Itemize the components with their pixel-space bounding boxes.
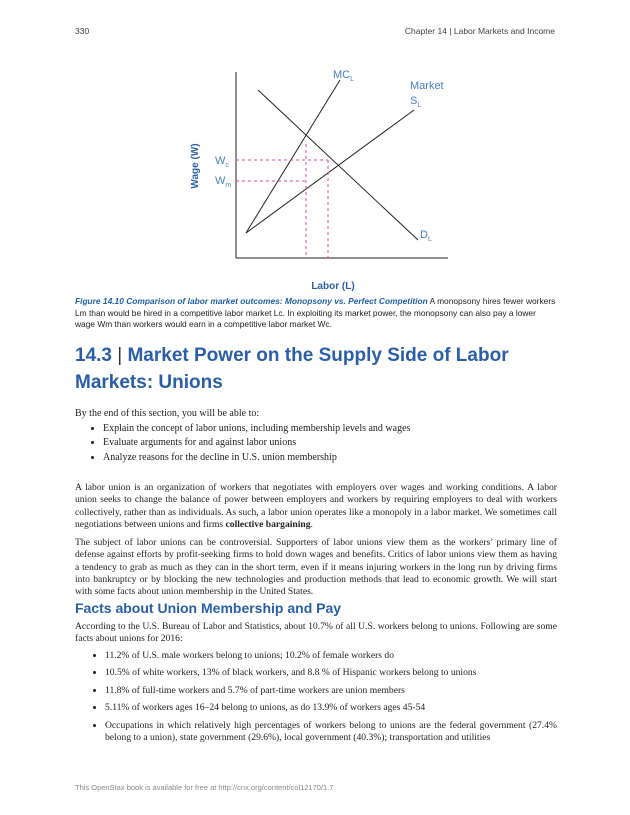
figure-caption [75, 296, 557, 331]
wc-label: $W_c$ [215, 155, 229, 169]
fact-item: • 5.11% of workers ages 16–24 belong to unions, as do 13.9% of workers ages 45-54 [105, 702, 557, 714]
paragraph-bls: According to the U.S. Bureau of Labor and Statistics, about 10.7% of all U.S. workers belong to unions. Following are some facts about unions for 2016: [75, 621, 557, 645]
mc-label: $MC_L$ [333, 69, 355, 83]
objective-item: • Analyze reasons for the decline in U.S. union membership [103, 451, 557, 466]
paragraph-labor-union [75, 482, 557, 531]
page-number: 330 [75, 26, 90, 36]
demand-label: $D_L$ [420, 229, 432, 243]
x-axis-label: Labor (L) [311, 281, 355, 292]
paragraph-controversy: The subject of labor unions can be controversial. Supporters of labor unions view them as the workers’ primary line of defense against efforts by profit-seeking firms to hold down wages and benefits. Critics of labor unions view them as having a tendency to grab as much as they can in the short term, even if it means injuring workers in the long run by driving firms into bankruptcy or by blocking the new technologies and production methods that lead to economic growth. We will start with some facts about union membership in the United States. [75, 537, 557, 598]
section-separator: | [111, 345, 128, 366]
y-axis-label: Wage (W) [190, 143, 201, 189]
section-title [75, 342, 565, 396]
figure-caption-label: Figure 14.10 Comparison of labor market outcomes: Monopsony vs. Perfect Competition [75, 296, 428, 306]
wm-label: $W_m$ [215, 175, 232, 189]
fact-item: • Occupations in which relatively high percentages of workers belong to unions are the federal government (27.4% belong to a union), state government (29.6%), local government (40.3%); transportation and utilities [105, 720, 557, 745]
objective-item: • Evaluate arguments for and against labor unions [103, 436, 557, 451]
learning-objectives [75, 407, 557, 465]
market-label: Market [410, 80, 444, 92]
fact-item: • 11.8% of full-time workers and 5.7% of part-time workers are union members [105, 685, 557, 697]
paragraph-end: . [310, 518, 313, 530]
facts-heading: Facts about Union Membership and Pay [75, 600, 342, 616]
objectives-intro: By the end of this section, you will be able to: [75, 408, 260, 419]
paragraph-text: A labor union is an organization of workers that negotiates with employers over wages and working conditions. A labor union seeks to change the balance of power between employers and workers by requiring employers to deal with workers collectively, rather than as individuals. As such, a labor union operates like a monopoly in a labor market. We sometimes call negotiations between unions and firms [75, 482, 557, 530]
figure-caption-text: A monopsony hires fewer workers Lm than would be hired in a competitive labor market Lc. In exploiting its market power, the monopsony can also pay a lower wage Wm than workers would earn in a competitive labor market Wc. [75, 296, 556, 330]
demand-curve [258, 90, 418, 240]
page-footer: This OpenStax book is available for free at http://cnx.org/content/col12170/1.7 [75, 783, 334, 792]
fact-item: • 10.5% of white workers, 13% of black workers, and 8.8 % of Hispanic workers belong to unions [105, 667, 557, 679]
mc-curve [246, 80, 340, 233]
objectives-list [75, 422, 557, 466]
key-term: collective bargaining [225, 518, 311, 530]
section-number: 14.3 [75, 345, 112, 366]
facts-list [75, 650, 557, 749]
supply-label: $S_L$ [410, 95, 422, 109]
chapter-header: Chapter 14 | Labor Markets and Income [404, 26, 555, 36]
section-heading: Market Power on the Supply Side of Labor Markets: Unions [75, 345, 509, 393]
objective-item: • Explain the concept of labor unions, including membership levels and wages [103, 422, 557, 437]
fact-item: • 11.2% of U.S. male workers belong to unions; 10.2% of female workers do [105, 650, 557, 662]
supply-curve [246, 110, 414, 233]
monopsony-figure [0, 0, 630, 300]
